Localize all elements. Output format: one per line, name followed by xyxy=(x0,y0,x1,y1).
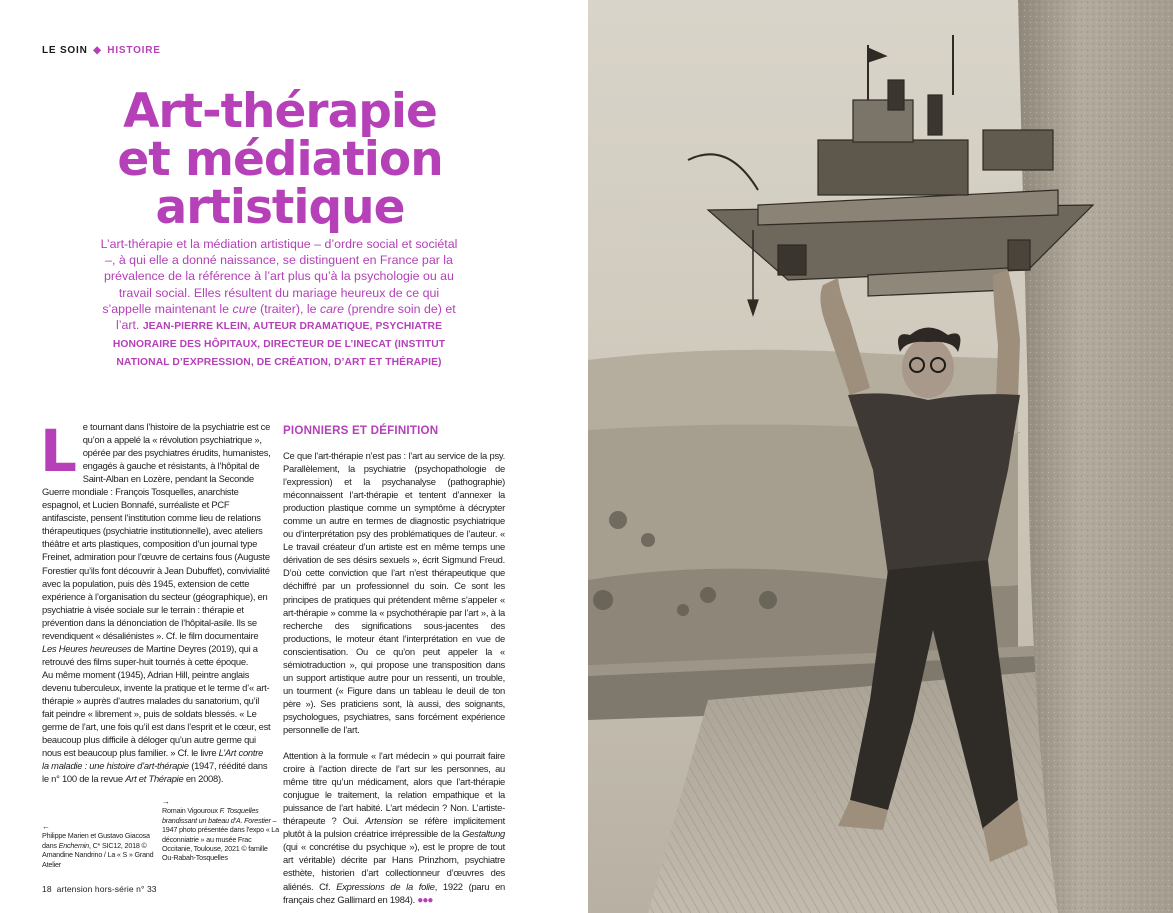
page-number: 18 xyxy=(42,884,52,894)
right-page-photo xyxy=(588,0,1173,913)
paragraph-1: Le tournant dans l’histoire de la psychiatrie est ce qu’on a appelé la « révolution psychiatrique », opérée par des psychiatres érudits, humanistes, engagés à gauche et résistants, à l’hôpital de Saint-Alban en Lozère, pendant la Seconde Guerre mondiale : François Tosquelles, anarchiste espagnol, et Lucien Bonnafé, surréaliste et PCF antifasciste, pensent l’institution comme lieu de relations thérapeutiques (psychiatrie institutionnelle), avec ateliers théâtre et arts plastiques, composition d’un journal type Freinet, admiration pour l’œuvre de certains fous (Auguste Forestier qu’ils font découvrir à Jean Dubuffet), convivialité avec la population, puis dès 1945, extension de cette expérience à l’organisation du secteur (géographique), en psychiatrie à visée sociale sur le terrain : thérapie et prévention dans la dénonciation de l’hôpital-asile. Ils se revendiquent « désaliénistes ». Cf. le film documentaire Les Heures heureuses de Martine Deyres (2019), qui a retrouvé des films super-huit tournés à cette époque. xyxy=(40,417,271,667)
caption-left: ← Philippe Marien et Gustavo Giacosa dans Enchemin, C* SIC12, 2018 © Amandine Nandrino / La « S » Grand Atelier xyxy=(42,822,162,869)
rubric-subsection: HISTOIRE xyxy=(107,45,161,56)
title-line-3: artistique xyxy=(155,180,405,235)
drop-cap: L xyxy=(40,417,77,485)
author-credit: JEAN-PIERRE KLEIN, AUTEUR DRAMATIQUE, PSYCHIATRE HONORAIRE DES HÔPITAUX, DIRECTEUR DE L’INECAT (INSTITUT NATIONAL D’EXPRESSION, DE CRÉATION, D’ART ET THÉRAPIE) xyxy=(112,321,446,369)
page-folio xyxy=(42,884,157,894)
care-term: care xyxy=(319,301,345,316)
title-line-1: Art-thérapie xyxy=(123,84,437,139)
arrow-left-icon: ← xyxy=(42,822,50,831)
body-column-1 xyxy=(40,417,272,785)
diamond-icon: ◆ xyxy=(93,45,102,56)
article-lead: L’art-thérapie et la médiation artistique – d’ordre social et sociétal –, à qui elle a donné naissance, se distinguent en France par la prévalence de la référence à l’art plus qu’à la psychologie ou au travail social. Elles résultent du mariage heureux de ce qui s’appelle maintenant le cure (traiter), le care (prendre soin de) et l’art. JEAN-PIERRE KLEIN, AUTEUR DRAMATIQUE, PSYCHIATRE HONORAIRE DES HÔPITAUX, DIRECTEUR DE L’INECAT (INSTITUT NATIONAL D’EXPRESSION, DE CRÉATION, D’ART ET THÉRAPIE) xyxy=(100,237,458,369)
caption-right: → Romain Vigouroux F. Tosquelles brandissant un bateau d’A. Forestier – 1947 photo présentée dans l’expo « La déconniatrie » au musée Frac Occitanie, Toulouse, 2021 © famille Ou-Rabah-Tosquelles xyxy=(162,797,279,863)
section-heading: PIONNIERS ET DÉFINITION xyxy=(283,424,439,437)
paragraph-2: Au même moment (1945), Adrian Hill, peintre anglais devenu tuberculeux, invente la pratique et le terme d’« art-thérapie » auprès d’autres malades du sanatorium, qu’il fait peindre « librement », puis de soldats blessés. « Le germe de l’art, une fois qu’il est dans l’esprit et le cœur, est beaucoup plus difficile à déloger qu’un autre germe qui nous est beaucoup plus familier. » Cf. le livre L’Art contre la maladie : une histoire d’art-thérapie (1947, réédité dans le n° 100 de la revue Art et Thérapie en 2008). xyxy=(42,668,271,785)
paragraph-4: Attention à la formule « l’art médecin » qui pourrait faire croire à l’action directe de l’art sur les personnes, au même titre qu’un médicament, alors que l’art-thérapie conjugue le traitement, la relation empathique et la puissance de l’art habité. L’art médecin ? Non. L’artiste-thérapeute ? Oui. Artension se réfère implicitement plutôt à la pulsion créatrice irrépressible de la Gestaltung (qui « concrétise du psychique »), est le propre de tout art véritable) décrite par Hans Prinzhorn, psychiatre esthète, historien d’art collectionneur d’œuvres des aliénés. Cf. Expressions de la folie, 1922 (paru en français chez Gallimard en 1984). ●●● xyxy=(283,750,505,906)
magazine-name: artension hors-série n° 33 xyxy=(56,884,157,894)
title-line-2: et médiation xyxy=(117,132,443,187)
arrow-right-icon: → xyxy=(162,797,170,806)
archival-photo xyxy=(588,0,1173,913)
section-rubric xyxy=(42,45,161,56)
paragraph-3: Ce que l’art-thérapie n’est pas : l’art au service de la psy. Parallèlement, la psychiatrie (psychopathologie de l’expression) et la psychanalyse (pathographie) méconnaissent l’art-thérapie et tentent d’annexer la production plastique comme un symptôme à décrypter comme un autre en termes de diagnostic psychiatrique ou d’interprétation psy des problématiques de l’auteur. « Le travail créateur d’un artiste est en même temps une dérivation de ses désirs sexuels », écrit Sigmund Freud. D’où cette conviction que l’art n’est thérapeutique que déchiffré par un professionnel du soin. Ce sont les principes de pratiques qui prétendent même s’appeler « art-thérapie » comme la « psychothérapie par l’art », à la recherche des significations sous-jacentes des productions, le moteur étant l’interprétation en vue de conscientisation. Ou ce qu’on peut appeler la « sémiotraduction », qui propose une transposition dans un support artistique autre pour un ressenti, un trouble, un tourment (« Figure dans un tableau le deuil de ton père »). Ses praticiens sont, là aussi, des soignants, psychologues, psychiatres, sans forcément expérience personnelle de l’art. xyxy=(283,450,505,735)
rubric-section: LE SOIN xyxy=(42,45,88,56)
article-title xyxy=(60,84,500,235)
cure-term: cure xyxy=(232,301,257,316)
end-mark-icon: ●●● xyxy=(417,894,433,906)
body-column-2 xyxy=(283,449,505,907)
